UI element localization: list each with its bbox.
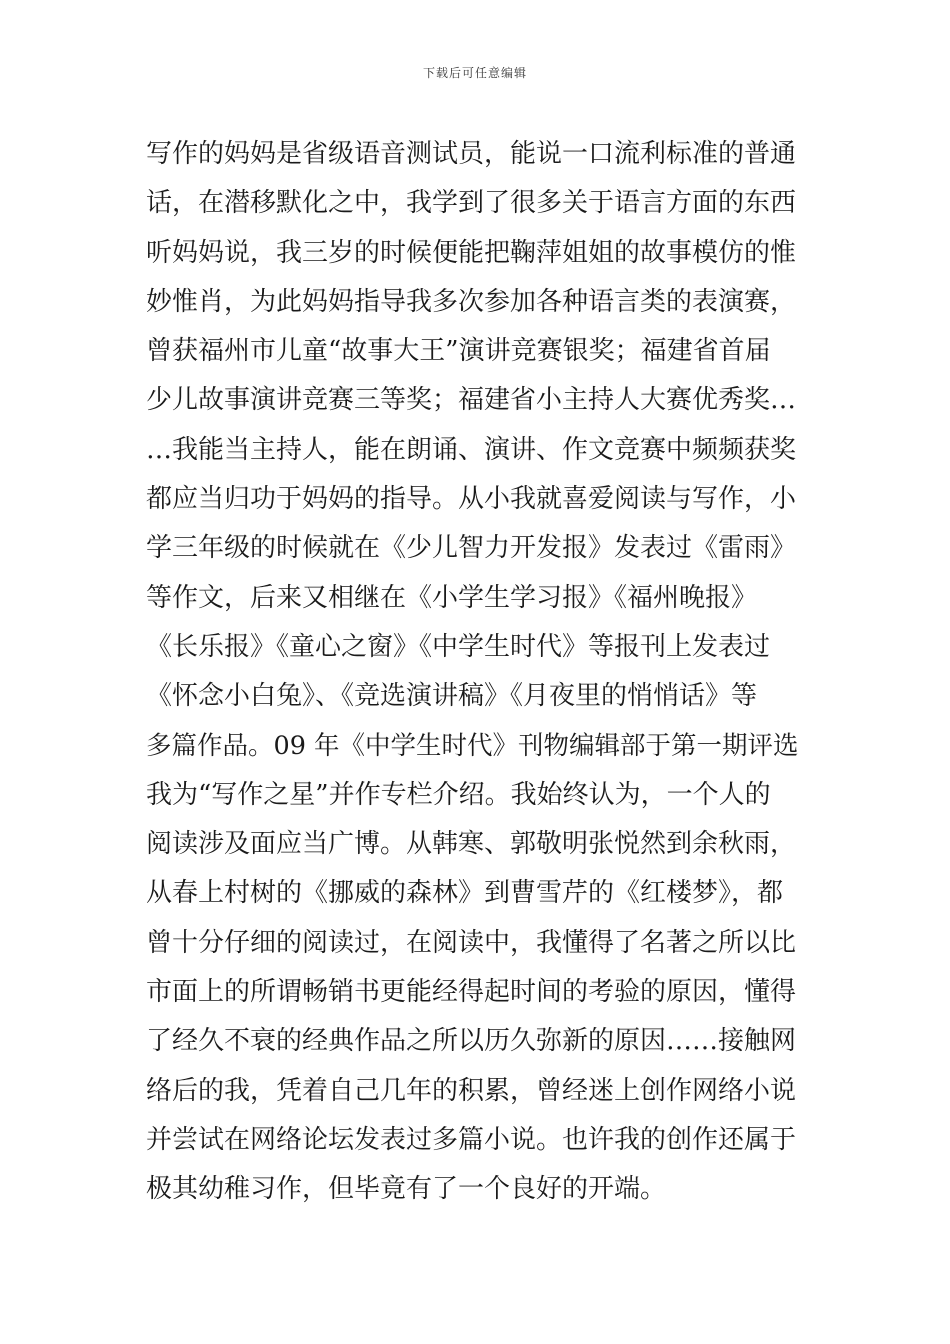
page-header: 下载后可任意编辑 [422,66,527,80]
text-line: …我能当主持人，能在朗诵、演讲、作文竞赛中频频获奖 [146,434,797,465]
text-line: 曾十分仔细的阅读过，在阅读中，我懂得了名著之所以比 [146,927,797,958]
text-line: 从春上村树的《挪威的森林》到曹雪芹的《红楼梦》，都 [146,878,784,909]
text-line: 市面上的所谓畅销书更能经得起时间的考验的原因，懂得 [146,977,797,1008]
text-line: 络后的我，凭着自己几年的积累，曾经迷上创作网络小说 [146,1075,797,1106]
document-body [146,130,808,1215]
text-line: 阅读涉及面应当广博。从韩寒、郭敬明张悦然到余秋雨， [146,829,797,860]
text-line: 写作的妈妈是省级语音测试员，能说一口流利标准的普通 [146,139,797,169]
text-line: 少儿故事演讲竞赛三等奖；福建省小主持人大赛优秀奖… [146,385,797,416]
text-line: 等作文，后来又相继在《小学生学习报》《福州晚报》 [146,582,758,613]
text-line: 学三年级的时候就在《少儿智力开发报》发表过《雷雨》 [146,533,797,564]
text-line: 曾获福州市儿童“故事大王”演讲竞赛银奖；福建省首届 [146,336,771,367]
text-line: 话，在潜移默化之中，我学到了很多关于语言方面的东西 [146,188,797,219]
text-line: 了经久不衰的经典作品之所以历久弥新的原因……接触网 [146,1026,797,1057]
text-line: 极其幼稚习作，但毕竟有了一个良好的开端。 [146,1174,667,1205]
text-line: 《怀念小白兔》、《竞选演讲稿》《月夜里的悄悄话》等 [146,681,758,712]
text-line: 都应当归功于妈妈的指导。从小我就喜爱阅读与写作，小 [146,484,797,515]
text-line: 多篇作品。09 年《中学生时代》刊物编辑部于第一期评选 [146,730,799,761]
text-line: 我为“写作之星”并作专栏介绍。我始终认为，一个人的 [146,779,771,810]
text-line: 听妈妈说，我三岁的时候便能把鞠萍姐姐的故事模仿的惟 [146,237,797,268]
text-line: 《长乐报》《童心之窗》《中学生时代》等报刊上发表过 [146,631,771,662]
text-line: 并尝试在网络论坛发表过多篇小说。也许我的创作还属于 [146,1124,797,1155]
text-line: 妙惟肖，为此妈妈指导我多次参加各种语言类的表演赛， [146,286,797,317]
